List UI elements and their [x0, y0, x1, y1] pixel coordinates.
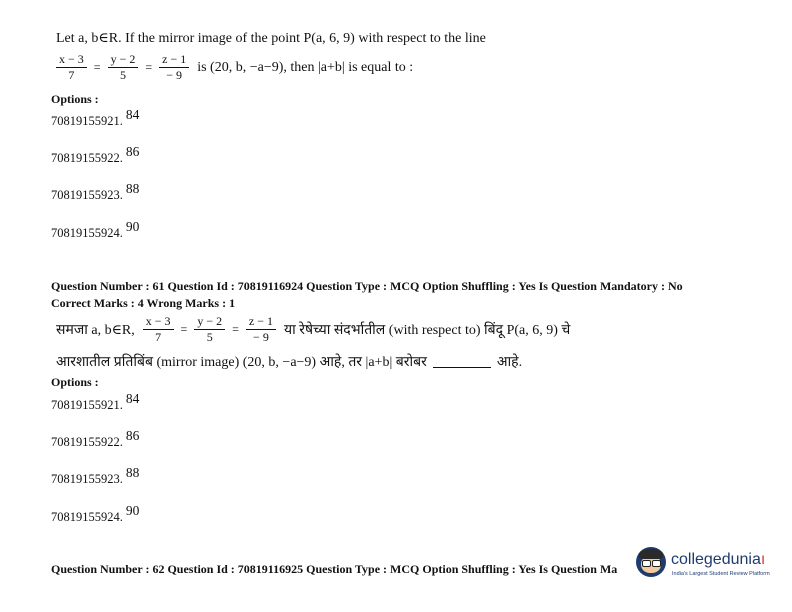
q60-fraction-y: $\frac{y - 2}{5}$ — [108, 53, 139, 82]
q61-text-line2-start: आरशातील प्रतिबिंब (mirror image) (20, b, −a−9) आहे, तर |a+b| बरोबर — [56, 355, 427, 370]
q61-option-4[interactable]: 70819155924. $^{90}$ — [51, 503, 140, 524]
q61-option-3[interactable]: 70819155923. $^{88}$ — [51, 465, 140, 486]
q61-option-1[interactable]: 70819155921. $^{84}$ — [51, 391, 140, 412]
q61-option-2[interactable]: 70819155922. $^{86}$ — [51, 428, 140, 449]
q60-option-3[interactable]: 70819155923. $^{88}$ — [51, 181, 140, 202]
q60-line-equation: $\frac{x - 3}{7}$ = $\frac{y - 2}{5}$ = $\frac{z - 1}{- 9}$ is (20, b, −a−9), then |a+b| is equal to : — [56, 53, 413, 82]
q60-option-1[interactable]: 70819155921. $^{84}$ — [51, 107, 140, 128]
q61-text-line2-end: आहे. — [496, 355, 523, 370]
collegedunia-logo-text: collegeduniaı — [671, 551, 766, 568]
q61-text-line1-start: समजा a, b∈R, — [56, 323, 135, 338]
q61-fraction-z: $\frac{z - 1}{- 9}$ — [246, 315, 276, 344]
collegedunia-mascot-icon — [636, 547, 666, 577]
answer-blank — [433, 367, 491, 368]
q60-option-2[interactable]: 70819155922. $^{86}$ — [51, 144, 140, 165]
q60-options-label: Options : — [51, 92, 99, 106]
q61-options-label: Options : — [51, 375, 99, 389]
q60-text-line2: is (20, b, −a−9), then |a+b| is equal to : — [197, 59, 414, 75]
q61-fraction-y: $\frac{y - 2}{5}$ — [194, 315, 225, 344]
q60-option-4[interactable]: 70819155924. $^{90}$ — [51, 219, 140, 240]
collegedunia-tagline: India's Largest Student Review Platform — [672, 571, 770, 577]
q61-meta-line1: Question Number : 61 Question Id : 70819116924 Question Type : MCQ Option Shuffling : Yes Is Question Mandatory : No — [51, 279, 683, 293]
q60-fraction-x: $\frac{x - 3}{7}$ — [56, 53, 87, 82]
q61-fraction-x: $\frac{x - 3}{7}$ — [143, 315, 174, 344]
q60-fraction-z: $\frac{z - 1}{- 9}$ — [159, 53, 189, 82]
q61-text-line2 — [56, 352, 522, 371]
q60-text-line1: Let a, b∈R. If the mirror image of the point P(a, 6, 9) with respect to the line — [56, 31, 486, 46]
q61-meta-line2: Correct Marks : 4 Wrong Marks : 1 — [51, 296, 236, 310]
q61-text-line1-end: या रेषेच्या संदर्भातील (with respect to) बिंदू P(a, 6, 9) चे — [283, 323, 571, 338]
q62-meta-line1: Question Number : 62 Question Id : 70819116925 Question Type : MCQ Option Shuffling : Yes Is Question Ma — [51, 562, 618, 576]
q61-line-equation: समजा a, b∈R, $\frac{x - 3}{7}$ = $\frac{y - 2}{5}$ = $\frac{z - 1}{- 9}$ या रेषेच्या संदर्भातील (with respect to) बिंदू P(a, 6, 9) चे — [56, 314, 571, 344]
